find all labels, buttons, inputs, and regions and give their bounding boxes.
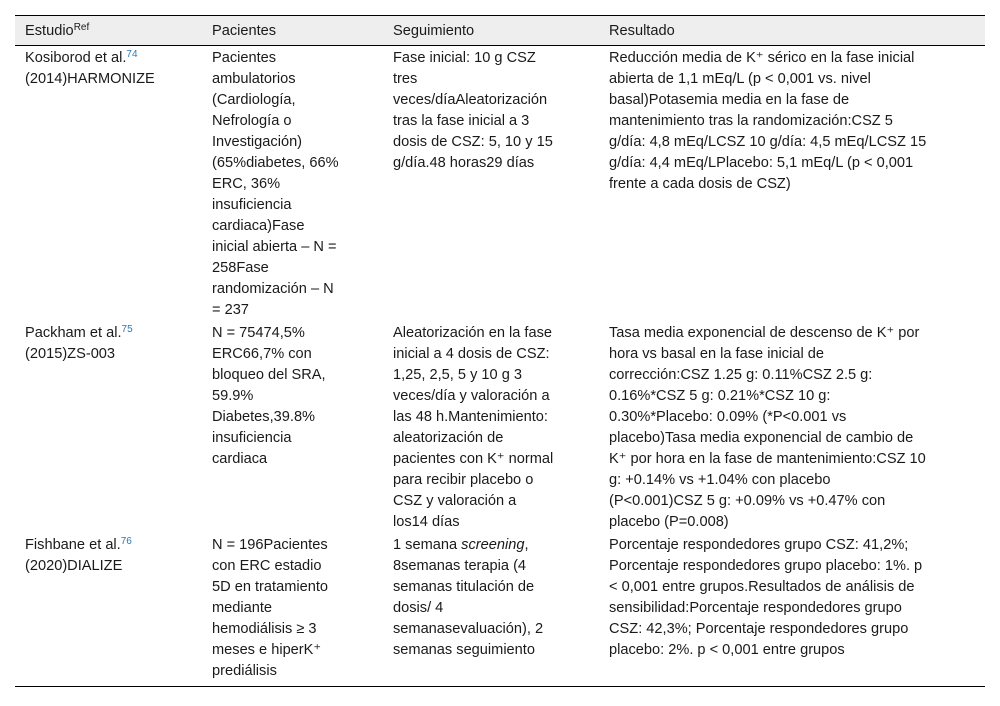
patients-line: Diabetes,39.8% [212,409,316,425]
patients-line: ambulatorios [212,71,296,87]
study-name: (2014)HARMONIZE [25,71,155,87]
cell-followup [383,46,599,322]
reference-link[interactable]: 74 [126,49,138,60]
followup-line: 1,25, 2,5, 5 y 10 g 3 [393,367,523,383]
study-author: Kosiborod et al. [25,50,127,66]
followup-line: para recibir placebo o [393,472,534,488]
followup-line: g/día.48 horas29 días [393,155,535,171]
patients-line: 5D en tratamiento [212,579,329,595]
cell-patients [202,533,383,687]
patients-line: prediálisis [212,663,277,679]
study-author: Fishbane et al. [25,537,121,553]
study-name: (2020)DIALIZE [25,558,123,574]
result-line: placebo)Tasa media exponencial de cambio de [609,430,914,446]
patients-line: meses e hiperK⁺ [212,642,322,658]
header-study-sup: Ref [73,22,90,33]
table-header-row [15,16,985,46]
result-line: sensibilidad:Porcentaje respondedores grupo [609,600,902,616]
patients-line: con ERC estadio [212,558,322,574]
patients-line: ERC, 36% [212,176,281,192]
result-line: Porcentaje respondedores grupo placebo: 1%. p [609,558,923,574]
result-line: corrección:CSZ 1.25 g: 0.11%CSZ 2.5 g: [609,367,873,383]
header-result: Resultado [599,16,985,46]
result-line: abierta de 1,1 mEq/L (p < 0,001 vs. nivel [609,71,871,87]
result-line: placebo (P=0.008) [609,514,729,530]
followup-line: dosis/ 4 [393,600,444,616]
followup-line: veces/día y valoración a [393,388,550,404]
result-line: 0.16%*CSZ 5 g: 0.21%*CSZ 10 g: [609,388,831,404]
patients-line: insuficiencia [212,430,292,446]
result-line: g: +0.14% vs +1.04% con placebo [609,472,831,488]
cell-study [15,46,202,322]
followup-line: dosis de CSZ: 5, 10 y 15 [393,134,553,150]
followup-line: tras la fase inicial a 3 [393,113,530,129]
followup-italic: screening [461,537,525,553]
result-line: g/día: 4,8 mEq/LCSZ 10 g/día: 4,5 mEq/LCSZ 15 [609,134,927,150]
cell-followup [383,533,599,687]
followup-line: semanas titulación de [393,579,535,595]
patients-line: mediante [212,600,273,616]
table-row [15,533,985,687]
cell-study [15,321,202,533]
study-name: (2015)ZS-003 [25,346,116,362]
patients-line: cardiaca [212,451,268,467]
followup-line: las 48 h.Mantenimiento: [393,409,548,425]
result-line: placebo: 2%. p < 0,001 entre grupos [609,642,845,658]
result-line: K⁺ por hora en la fase de mantenimiento:CSZ 10 [609,451,926,467]
table-row [15,321,985,533]
result-line: g/día: 4,4 mEq/LPlacebo: 5,1 mEq/L (p < 0,001 [609,155,914,171]
followup-line: los14 días [393,514,460,530]
result-line: 0.30%*Placebo: 0.09% (*P<0.001 vs [609,409,847,425]
patients-line: hemodiálisis ≥ 3 [212,621,317,637]
result-line: basal)Potasemia media en la fase de [609,92,850,108]
result-line: < 0,001 entre grupos.Resultados de análisis de [609,579,915,595]
header-followup: Seguimiento [383,16,599,46]
cell-result [599,533,985,687]
result-line: (P<0.001)CSZ 5 g: +0.09% vs +0.47% con [609,493,886,509]
followup-line: Fase inicial: 10 g CSZ [393,50,536,66]
patients-line: = 237 [212,302,249,318]
patients-line: (65%diabetes, 66% [212,155,339,171]
cell-patients [202,321,383,533]
patients-line: randomización – N [212,281,334,297]
followup-line: CSZ y valoración a [393,493,517,509]
patients-line: bloqueo del SRA, [212,367,326,383]
patients-line: ERC66,7% con [212,346,312,362]
result-line: hora vs basal en la fase inicial de [609,346,824,362]
patients-line: Investigación) [212,134,303,150]
cell-result [599,321,985,533]
cell-patients [202,46,383,322]
header-study [15,16,202,46]
result-line: CSZ: 42,3%; Porcentaje respondedores grupo [609,621,909,637]
followup-first-line [393,535,589,556]
patients-line: Pacientes [212,50,277,66]
studies-table [15,15,985,687]
followup-line: Aleatorización en la fase [393,325,553,341]
followup-line: semanas seguimiento [393,642,535,658]
result-line: Tasa media exponencial de descenso de K⁺ por [609,325,920,341]
result-line: mantenimiento tras la randomización:CSZ 5 [609,113,893,129]
reference-link[interactable]: 76 [120,536,132,547]
followup-line: aleatorización de [393,430,504,446]
header-patients: Pacientes [202,16,383,46]
followup-line: pacientes con K⁺ normal [393,451,554,467]
reference-link[interactable]: 75 [121,324,133,335]
header-study-label: Estudio [25,23,74,39]
patients-line: N = 75474,5% [212,325,305,341]
followup-line: inicial a 4 dosis de CSZ: [393,346,550,362]
patients-line: 59.9% [212,388,254,404]
cell-followup [383,321,599,533]
cell-study [15,533,202,687]
study-author: Packham et al. [25,325,122,341]
table-container [15,15,985,687]
patients-line: insuficiencia [212,197,292,213]
result-line: Porcentaje respondedores grupo CSZ: 41,2%; [609,537,909,553]
patients-line: inicial abierta – N = [212,239,337,255]
patients-line: 258Fase [212,260,269,276]
followup-pre: 1 semana [393,537,462,553]
patients-line: (Cardiología, [212,92,296,108]
followup-line: 8semanas terapia (4 [393,558,527,574]
cell-result [599,46,985,322]
followup-line: tres [393,71,418,87]
patients-line: cardiaca)Fase [212,218,305,234]
result-line: Reducción media de K⁺ sérico en la fase inicial [609,50,915,66]
followup-line: semanasevaluación), 2 [393,621,544,637]
patients-line: N = 196Pacientes [212,537,328,553]
patients-line: Nefrología o [212,113,292,129]
followup-post: , [524,537,529,553]
table-row [15,46,985,322]
result-line: frente a cada dosis de CSZ) [609,176,791,192]
followup-line: veces/díaAleatorización [393,92,548,108]
